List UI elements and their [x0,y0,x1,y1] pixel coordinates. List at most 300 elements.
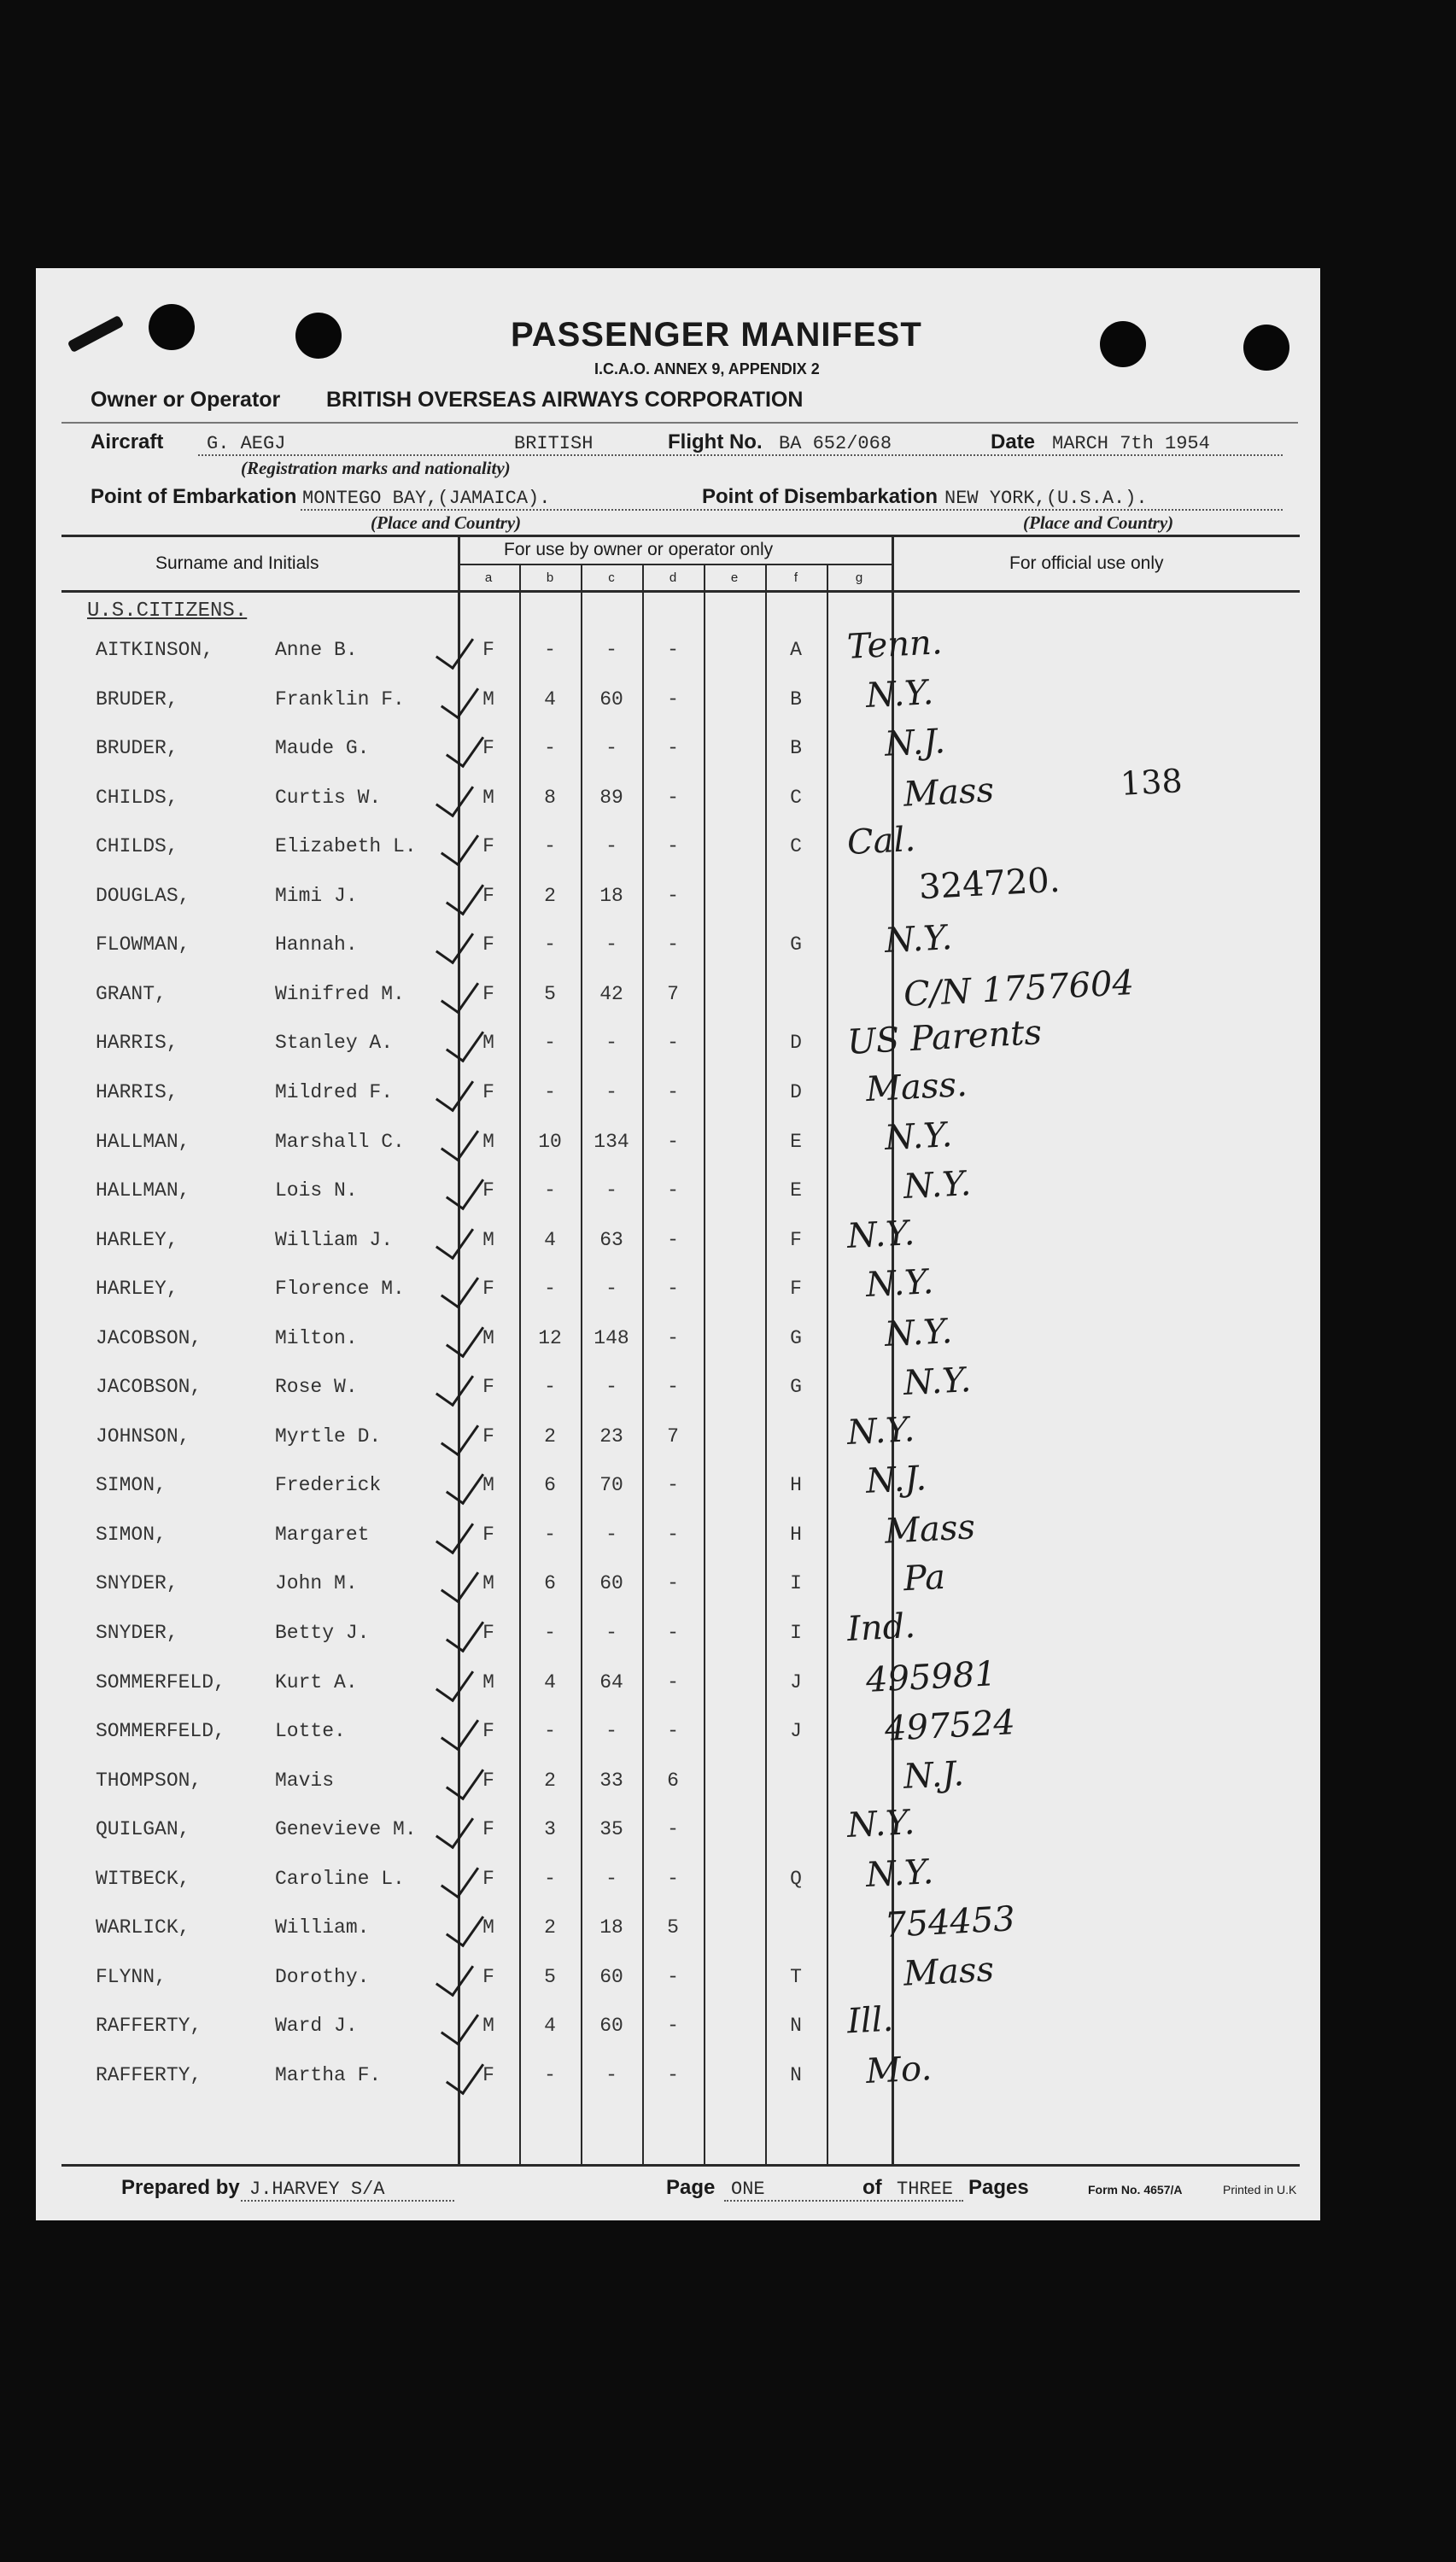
passenger-given-name: Mildred F. [275,1080,394,1103]
passenger-given-name: Margaret [275,1523,370,1546]
cell-d: - [667,1720,679,1743]
passenger-surname: JACOBSON, [96,1376,202,1399]
cell-f: I [790,1572,802,1595]
check-mark [441,2003,479,2046]
cell-b: 2 [544,1769,556,1792]
check-mark [436,1955,474,1998]
embark-value: MONTEGO BAY,(JAMAICA). [302,488,551,509]
passenger-given-name: Kurt A. [275,1670,358,1693]
disembark-value: NEW YORK,(U.S.A.). [944,488,1148,509]
cell-c: - [605,639,617,661]
pages-label: Pages [968,2176,1029,2199]
cell-d: - [667,1326,679,1349]
passenger-surname: SOMMERFELD, [96,1670,225,1693]
page-value: ONE [731,2179,765,2200]
cell-b: 10 [538,1130,562,1153]
handwritten-note: Mass [902,1950,995,1994]
page-label: Page [666,2176,716,2199]
cell-c: - [605,1867,617,1890]
cell-c: - [605,737,617,760]
handwritten-note: Cal. [845,820,917,863]
cell-b: - [544,2063,556,2086]
tape-mark [67,315,125,353]
cell-b: 6 [544,1474,556,1497]
column-rule [581,564,582,2166]
cell-c: 42 [599,982,623,1005]
cell-f: J [790,1720,802,1743]
check-mark [436,1512,474,1555]
passenger-given-name: Ward J. [275,2015,358,2038]
passenger-surname: SNYDER, [96,1622,178,1644]
passenger-given-name: Caroline L. [275,1867,405,1890]
cell-d: - [667,884,679,907]
column-rule [827,564,828,2166]
cell-a: M [482,1032,494,1055]
check-mark [441,1709,479,1752]
cell-f: J [790,1670,802,1693]
date-value: MARCH 7th 1954 [1052,433,1210,454]
passenger-surname: CHILDS, [96,786,178,809]
punch-hole [295,313,342,359]
cell-a: F [482,933,494,956]
handwritten-note: Mo. [864,2048,933,2091]
cell-a: M [482,1130,494,1153]
cell-a: F [482,1867,494,1890]
passenger-surname: SNYDER, [96,1572,178,1595]
passenger-surname: GRANT, [96,982,167,1005]
punch-hole [149,304,195,350]
date-label: Date [991,430,1036,453]
cell-c: 33 [599,1769,623,1792]
passenger-surname: HARLEY, [96,1278,178,1301]
cell-c: 60 [599,2015,623,2038]
of-value: THREE [897,2179,954,2200]
check-mark [446,1611,484,1653]
cell-c: - [605,1278,617,1301]
cell-c: 23 [599,1424,623,1448]
passenger-given-name: Maude G. [275,737,370,760]
cell-f: E [790,1179,802,1202]
handwritten-note: N.Y. [864,1262,935,1306]
cell-a: F [482,1818,494,1841]
cell-d: - [667,1376,679,1399]
passenger-surname: WITBECK, [96,1867,190,1890]
cell-c: 63 [599,1228,623,1251]
check-mark [441,1561,479,1604]
cell-a: F [482,1965,494,1988]
cell-f: G [790,933,802,956]
place-note-disembark: (Place and Country) [1023,512,1174,533]
col-owner-header: For use by owner or operator only [504,540,774,559]
passenger-given-name: Martha F. [275,2063,382,2086]
cell-b: - [544,933,556,956]
passenger-given-name: William J. [275,1228,394,1251]
cell-c: 89 [599,786,623,809]
cell-f: C [790,786,802,809]
prepared-label: Prepared by [121,2176,240,2199]
cell-d: - [667,2063,679,2086]
cell-b: - [544,1080,556,1103]
passenger-surname: FLYNN, [96,1965,167,1988]
cell-b: 4 [544,1228,556,1251]
passenger-surname: SOMMERFELD, [96,1720,225,1743]
passenger-given-name: Hannah. [275,933,358,956]
check-mark [436,1365,474,1407]
check-mark [446,1315,484,1358]
check-mark [436,1070,474,1113]
cell-c: - [605,1523,617,1546]
passenger-surname: HARRIS, [96,1080,178,1103]
handwritten-note: 497524 [883,1703,1016,1750]
cell-b: - [544,1376,556,1399]
flight-value: BA 652/068 [779,433,892,454]
passenger-surname: BRUDER, [96,737,178,760]
cell-b: - [544,639,556,661]
cell-a: F [482,1376,494,1399]
cell-a: M [482,1572,494,1595]
aircraft-label: Aircraft [91,430,164,453]
check-mark [436,1659,474,1702]
manifest-page [36,268,1320,2220]
cell-d: - [667,1179,679,1202]
cell-b: 2 [544,1424,556,1448]
cell-d: - [667,2015,679,2038]
of-label: of [862,2176,882,2199]
passenger-given-name: Myrtle D. [275,1424,382,1448]
cell-b: - [544,1179,556,1202]
passenger-surname: FLOWMAN, [96,933,190,956]
passenger-given-name: Mavis [275,1769,335,1792]
cell-d: 6 [667,1769,679,1792]
cell-b: 3 [544,1818,556,1841]
cell-d: - [667,1572,679,1595]
cell-f: B [790,737,802,760]
col-c-header: c [608,570,615,585]
check-mark [446,873,484,915]
col-f-header: f [793,570,798,585]
passenger-surname: CHILDS, [96,835,178,858]
col-g-header: g [855,570,863,585]
check-mark [446,726,484,769]
passenger-given-name: Curtis W. [275,786,382,809]
handwritten-note: Mass [883,1507,976,1552]
cell-d: - [667,1228,679,1251]
cell-d: - [667,835,679,858]
check-mark [441,972,479,1015]
cell-f: C [790,835,802,858]
cell-d: - [667,786,679,809]
cell-c: 70 [599,1474,623,1497]
passenger-surname: SIMON, [96,1474,167,1497]
check-mark [441,824,479,867]
punch-hole [1100,321,1146,367]
cell-c: - [605,835,617,858]
handwritten-note: N.Y. [845,1409,916,1453]
dotted-leader [724,2200,963,2202]
passenger-surname: HARLEY, [96,1228,178,1251]
cell-a: F [482,2063,494,2086]
passenger-given-name: John M. [275,1572,358,1595]
passenger-surname: HALLMAN, [96,1130,190,1153]
cell-f: D [790,1080,802,1103]
passenger-given-name: Rose W. [275,1376,358,1399]
cell-a: M [482,786,494,809]
passenger-given-name: Anne B. [275,639,358,661]
cell-d: - [667,737,679,760]
cell-b: 8 [544,786,556,809]
cell-d: 7 [667,1424,679,1448]
handwritten-note: N.Y. [883,918,954,962]
table-top-rule [61,535,1300,537]
passenger-given-name: Frederick [275,1474,382,1497]
passenger-given-name: Betty J. [275,1622,370,1644]
passenger-given-name: Dorothy. [275,1965,370,1988]
handwritten-note: Tenn. [845,623,944,667]
handwritten-note: N.Y. [883,1114,954,1158]
cell-f: N [790,2063,802,2086]
handwritten-note: 495981 [864,1653,997,1700]
cell-f: G [790,1376,802,1399]
cell-d: - [667,1032,679,1055]
passenger-given-name: Franklin F. [275,687,405,711]
col-d-header: d [669,570,677,585]
check-mark [441,1266,479,1309]
cell-f: H [790,1474,802,1497]
cell-a: M [482,1228,494,1251]
cell-b: 2 [544,1916,556,1939]
column-rule [765,564,767,2166]
handwritten-note: N.Y. [902,1164,973,1208]
page-title: PASSENGER MANIFEST [511,316,922,354]
cell-b: - [544,835,556,858]
cell-c: 148 [594,1326,629,1349]
cell-a: F [482,1179,494,1202]
cell-b: - [544,1720,556,1743]
cell-f: N [790,2015,802,2038]
passenger-surname: HALLMAN, [96,1179,190,1202]
dotted-leader [198,454,1283,456]
passenger-given-name: William. [275,1916,370,1939]
cell-a: M [482,1326,494,1349]
check-mark [446,1905,484,1948]
cell-c: 18 [599,1916,623,1939]
handwritten-note: Ill. [845,2000,895,2042]
cell-c: - [605,1032,617,1055]
cell-d: - [667,687,679,711]
cell-a: F [482,1622,494,1644]
column-rule [519,564,521,2166]
check-mark [436,922,474,965]
passenger-surname: JOHNSON, [96,1424,190,1448]
check-mark [436,775,474,817]
handwritten-note: 754453 [883,1899,1016,1946]
passenger-given-name: Marshall C. [275,1130,405,1153]
printed-in: Printed in U.K [1223,2183,1297,2196]
handwritten-note: N.Y. [902,1360,973,1404]
cell-a: M [482,1916,494,1939]
registration-note: (Registration marks and nationality) [241,458,511,478]
handwritten-note: N.J. [883,722,946,764]
table-head-rule [61,590,1300,593]
cell-f: H [790,1523,802,1546]
cell-d: - [667,1523,679,1546]
cell-a: F [482,1720,494,1743]
cell-d: - [667,639,679,661]
passenger-surname: HARRIS, [96,1032,178,1055]
divider [61,422,1298,424]
passenger-surname: DOUGLAS, [96,884,190,907]
dotted-leader [301,509,1283,511]
cell-c: 64 [599,1670,623,1693]
punch-hole [1243,325,1289,371]
cell-b: - [544,1523,556,1546]
cell-d: - [667,1670,679,1693]
cell-c: - [605,2063,617,2086]
passenger-surname: WARLICK, [96,1916,190,1939]
official-note: 324720. [917,860,1061,908]
passenger-given-name: Stanley A. [275,1032,394,1055]
check-mark [436,1807,474,1850]
cell-c: - [605,1179,617,1202]
handwritten-note: N.Y. [845,1213,916,1256]
cell-b: 12 [538,1326,562,1349]
cell-f: E [790,1130,802,1153]
col-name-header: Surname and Initials [155,553,319,573]
cell-c: 60 [599,1965,623,1988]
check-mark [446,1463,484,1506]
table-bottom-rule [61,2164,1300,2167]
cell-c: 35 [599,1818,623,1841]
passenger-given-name: Winifred M. [275,982,405,1005]
passenger-given-name: Mimi J. [275,884,358,907]
cell-d: - [667,1818,679,1841]
check-mark [446,1168,484,1211]
cell-f: Q [790,1867,802,1890]
cell-b: 2 [544,884,556,907]
cell-f: T [790,1965,802,1988]
cell-a: F [482,1080,494,1103]
cell-b: - [544,1032,556,1055]
check-mark [441,676,479,719]
cell-a: M [482,687,494,711]
cell-a: F [482,1523,494,1546]
passenger-surname: BRUDER, [96,687,178,711]
check-mark [446,1758,484,1800]
col-e-header: e [730,570,739,585]
check-mark [441,1414,479,1457]
prepared-value: J.HARVEY S/A [249,2179,385,2200]
flight-label: Flight No. [668,430,763,453]
cell-a: F [482,737,494,760]
passenger-given-name: Lotte. [275,1720,346,1743]
col-official-header: For official use only [1009,553,1164,573]
column-rule [704,564,705,2166]
section-label: U.S.CITIZENS. [87,600,248,623]
cell-c: 60 [599,687,623,711]
cell-d: 7 [667,982,679,1005]
passenger-given-name: Genevieve M. [275,1818,417,1841]
check-mark [446,2053,484,2096]
cell-f: G [790,1326,802,1349]
handwritten-note: Mass. [864,1064,968,1110]
col-b-header: b [546,570,554,585]
cell-f: B [790,687,802,711]
cell-a: F [482,884,494,907]
cell-b: 4 [544,1670,556,1693]
cell-b: 5 [544,982,556,1005]
cell-a: M [482,2015,494,2038]
cell-f: D [790,1032,802,1055]
cell-a: F [482,982,494,1005]
cell-b: - [544,737,556,760]
passenger-given-name: Milton. [275,1326,358,1349]
cell-c: 18 [599,884,623,907]
handwritten-note: C/N 1757604 [902,962,1135,1015]
cell-c: - [605,1622,617,1644]
cell-b: 6 [544,1572,556,1595]
cell-f: F [790,1228,802,1251]
cell-a: F [482,639,494,661]
cell-d: 5 [667,1916,679,1939]
column-rule [642,564,644,2166]
aircraft-value: G. AEGJ [207,433,286,454]
check-mark [436,628,474,670]
cell-a: F [482,1278,494,1301]
form-number: Form No. 4657/A [1088,2183,1183,2196]
passenger-given-name: Elizabeth L. [275,835,417,858]
cell-d: - [667,1867,679,1890]
handwritten-note: Mass [902,769,995,815]
handwritten-note: Ind. [845,1606,917,1650]
place-note-embark: (Place and Country) [371,512,522,533]
handwritten-note: N.Y. [864,672,935,716]
handwritten-note: N.J. [864,1459,927,1502]
cell-d: - [667,1080,679,1103]
passenger-surname: QUILGAN, [96,1818,190,1841]
cell-d: - [667,1622,679,1644]
nationality-value: BRITISH [514,433,594,454]
passenger-given-name: Florence M. [275,1278,405,1301]
passenger-surname: SIMON, [96,1523,167,1546]
cell-d: - [667,933,679,956]
cell-b: - [544,1622,556,1644]
passenger-surname: JACOBSON, [96,1326,202,1349]
passenger-surname: AITKINSON, [96,639,214,661]
cell-b: - [544,1278,556,1301]
cell-c: 60 [599,1572,623,1595]
cell-d: - [667,1130,679,1153]
cell-f: A [790,639,802,661]
cell-a: F [482,835,494,858]
owner-label: Owner or Operator [91,388,281,412]
cell-c: - [605,1720,617,1743]
col-a-header: a [484,570,493,585]
cell-b: 5 [544,1965,556,1988]
cell-d: - [667,1278,679,1301]
disembark-label: Point of Disembarkation [702,485,939,508]
cell-a: M [482,1670,494,1693]
cell-a: M [482,1474,494,1497]
handwritten-note: N.Y. [845,1803,916,1846]
cell-b: 4 [544,687,556,711]
cell-a: F [482,1769,494,1792]
cell-c: - [605,1080,617,1103]
page-subtitle: I.C.A.O. ANNEX 9, APPENDIX 2 [594,360,820,377]
cell-c: 134 [594,1130,629,1153]
dotted-leader [241,2200,454,2202]
official-note: 138 [1119,762,1184,803]
passenger-surname: RAFFERTY, [96,2063,202,2086]
